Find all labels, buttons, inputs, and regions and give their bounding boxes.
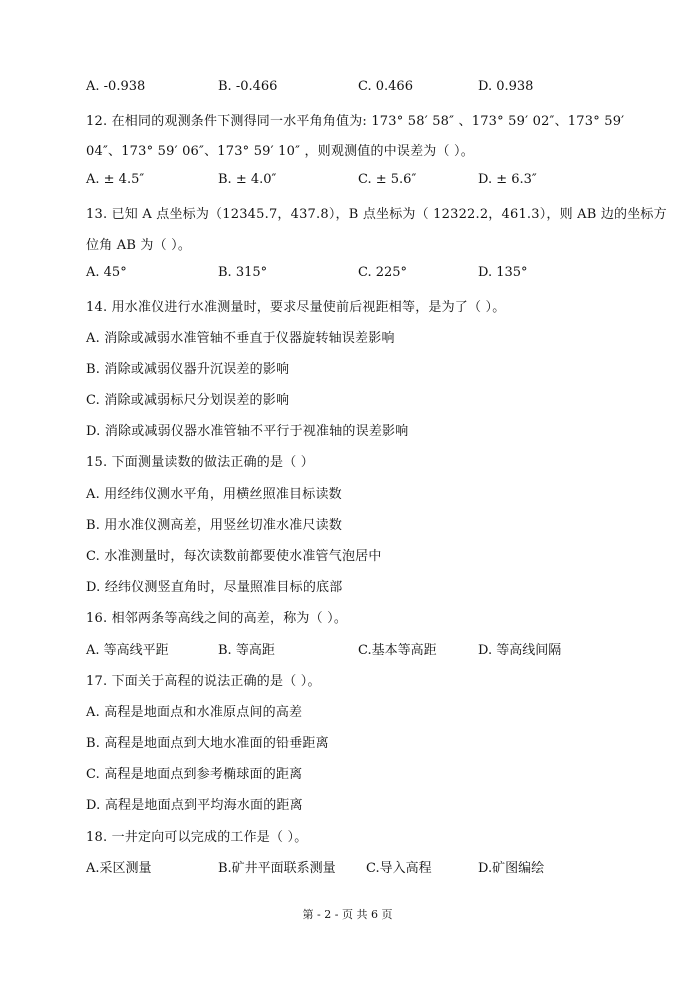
q12-stem-line1: 12. 在相同的观测条件下测得同一水平角角值为: 173° 58′ 58″ 、173° 59′ 02″、173° 59′ [86, 114, 625, 129]
q12-option-a: A. ± 4.5″ [86, 172, 145, 187]
q15-option-c: C. 水准测量时，每次读数前都要使水准管气泡居中 [86, 549, 382, 564]
q15-stem: 15. 下面测量读数的做法正确的是（ ） [86, 455, 314, 470]
q16-option-b: B. 等高距 [218, 643, 275, 658]
q13-option-d: D. 135° [478, 265, 528, 280]
q12-option-b: B. ± 4.0″ [218, 172, 277, 187]
q18-option-c: C.导入高程 [366, 861, 432, 876]
q17-option-d: D. 高程是地面点到平均海水面的距离 [86, 798, 303, 813]
q11-option-a: A. -0.938 [86, 79, 146, 94]
q14-option-a: A. 消除或减弱水准管轴不垂直于仪器旋转轴误差影响 [86, 331, 395, 346]
page-footer: 第 - 2 - 页 共 6 页 [302, 908, 393, 921]
q15-option-d: D. 经纬仪测竖直角时，尽量照准目标的底部 [86, 580, 343, 595]
q12-option-d: D. ± 6.3″ [478, 172, 537, 187]
q11-option-b: B. -0.466 [218, 79, 278, 94]
q17-option-c: C. 高程是地面点到参考椭球面的距离 [86, 767, 303, 782]
q12-stem-line2: 04″、173° 59′ 06″、173° 59′ 10″ ，则观测值的中误差为（ ）。 [86, 144, 474, 159]
q13-option-b: B. 315° [218, 265, 268, 280]
q17-option-a: A. 高程是地面点和水准原点间的高差 [86, 705, 303, 720]
q16-option-d: D. 等高线间隔 [478, 643, 562, 658]
q13-option-c: C. 225° [358, 265, 408, 280]
q13-stem-line1: 13. 已知 A 点坐标为（12345.7，437.8），B 点坐标为（ 12322.2，461.3），则 AB 边的坐标方 [86, 207, 667, 222]
q16-option-c: C.基本等高距 [358, 643, 437, 658]
q11-option-c: C. 0.466 [358, 79, 413, 94]
q12-option-c: C. ± 5.6″ [358, 172, 417, 187]
q14-option-d: D. 消除或减弱仪器水准管轴不平行于视准轴的误差影响 [86, 424, 409, 439]
q11-option-d: D. 0.938 [478, 79, 534, 94]
q17-stem: 17. 下面关于高程的说法正确的是（ ）。 [86, 674, 321, 689]
q18-option-d: D.矿图编绘 [478, 861, 545, 876]
q13-option-a: A. 45° [86, 265, 127, 280]
q18-option-b: B.矿井平面联系测量 [218, 861, 336, 876]
q15-option-b: B. 用水准仪测高差，用竖丝切准水准尺读数 [86, 518, 343, 533]
q13-stem-line2: 位角 AB 为（ ）。 [86, 238, 192, 253]
q16-option-a: A. 等高线平距 [86, 643, 169, 658]
q14-option-c: C. 消除或减弱标尺分划误差的影响 [86, 393, 290, 408]
q15-option-a: A. 用经纬仪测水平角，用横丝照准目标读数 [86, 487, 342, 502]
q17-option-b: B. 高程是地面点到大地水准面的铅垂距离 [86, 736, 329, 751]
q18-stem: 18. 一井定向可以完成的工作是（ ）。 [86, 830, 308, 845]
q18-option-a: A.采区测量 [86, 861, 152, 876]
q16-stem: 16. 相邻两条等高线之间的高差，称为（ ）。 [86, 611, 348, 626]
q14-option-b: B. 消除或减弱仪器升沉误差的影响 [86, 362, 290, 377]
q14-stem: 14. 用水准仪进行水准测量时，要求尽量使前后视距相等，是为了（ ）。 [86, 300, 506, 315]
